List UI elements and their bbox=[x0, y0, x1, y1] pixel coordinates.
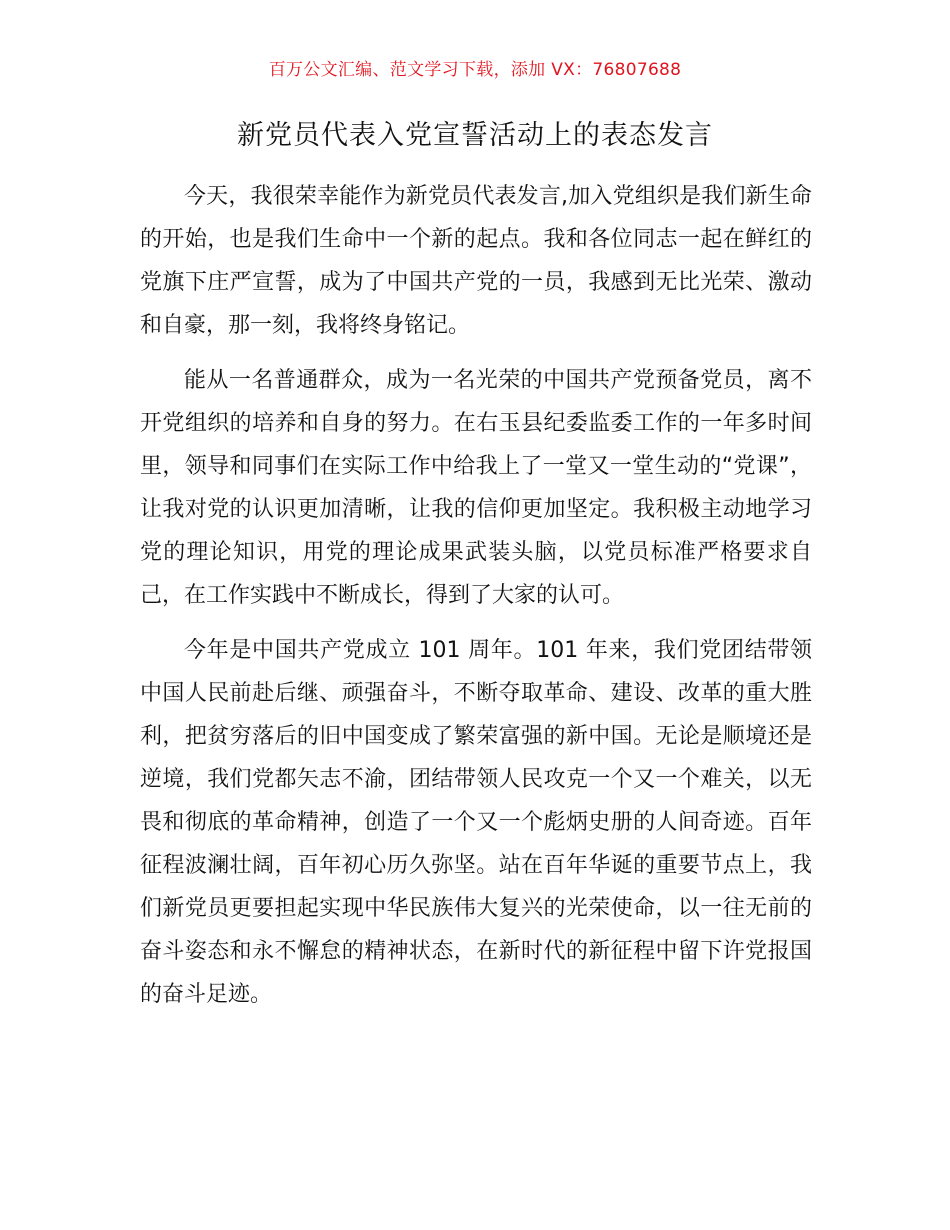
document-title: 新党员代表入党宣誓活动上的表态发言 bbox=[237, 120, 713, 151]
document-body bbox=[140, 175, 812, 1028]
paragraph-2: 能从一名普通群众，成为一名光荣的中国共产党预备党员，离不开党组织的培养和自身的努力。在右玉县纪委监委工作的一年多时间里，领导和同事们在实际工作中给我上了一堂又一堂生动的“党课”，让我对党的认识更加清晰，让我的信仰更加坚定。我积极主动地学习党的理论知识，用党的理论成果武装头脑，以党员标准严格要求自己，在工作实践中不断成长，得到了大家的认可。 bbox=[140, 368, 812, 608]
header-download-note: 百万公文汇编、范文学习下载，添加 VX：76807688 bbox=[268, 60, 682, 80]
paragraph-1: 今天，我很荣幸能作为新党员代表发言,加入党组织是我们新生命的开始，也是我们生命中一个新的起点。我和各位同志一起在鲜红的党旗下庄严宣誓，成为了中国共产党的一员，我感到无比光荣、激动和自豪，那一刻，我将终身铭记。 bbox=[140, 184, 812, 338]
paragraph-3: 今年是中国共产党成立 101 周年。101 年来，我们党团结带领中国人民前赴后继、顽强奋斗，不断夺取革命、建设、改革的重大胜利，把贫穷落后的旧中国变成了繁荣富强的新中国。无论是顺境还是逆境，我们党都矢志不渝，团结带领人民攻克一个又一个难关，以无畏和彻底的革命精神，创造了一个又一个彪炳史册的人间奇迹。百年征程波澜壮阔，百年初心历久弥坚。站在百年华诞的重要节点上，我们新党员更要担起实现中华民族伟大复兴的光荣使命，以一往无前的奋斗姿态和永不懈怠的精神状态，在新时代的新征程中留下许党报国的奋斗足迹。 bbox=[140, 638, 812, 1007]
